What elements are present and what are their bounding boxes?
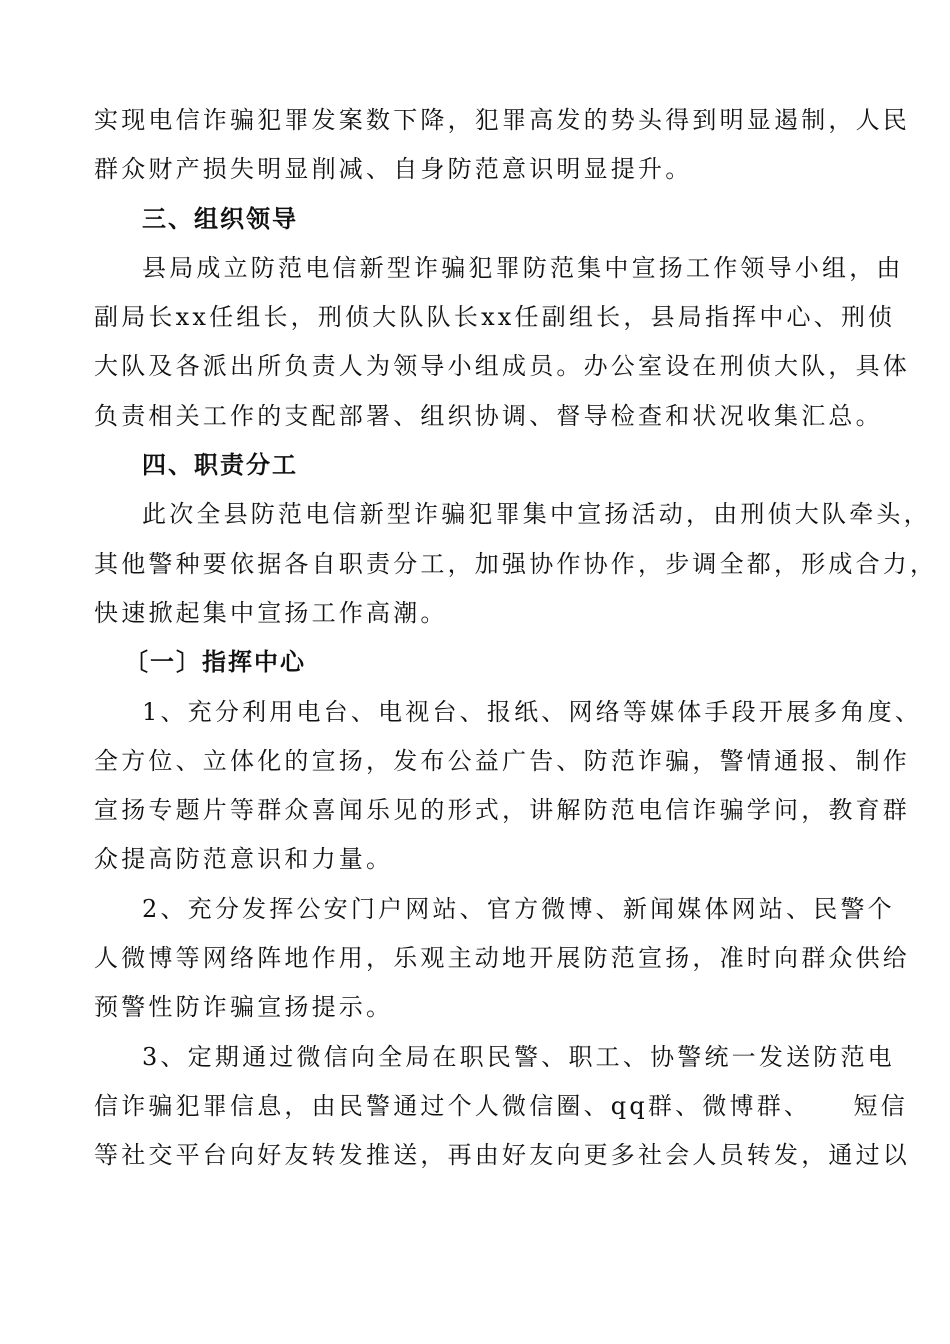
paragraph-line: 等社交平台向好友转发推送，再由好友向更多社会人员转发，通过以 [94,1141,910,1170]
paragraph-line: 大队及各派出所负责人为领导小组成员。办公室设在刑侦大队，具体 [94,352,910,381]
subsection-heading: 〔一〕指挥中心 [124,648,306,677]
paragraph-line: 实现电信诈骗犯罪发案数下降，犯罪高发的势头得到明显遏制，人民 [94,106,910,134]
document-page [94,96,938,1181]
paragraph-line: 全方位、立体化的宣扬，发布公益广告、防范诈骗，警情通报、制作 [94,746,910,775]
paragraph-line: 县局成立防范电信新型诈骗犯罪防范集中宣扬工作领导小组，由 [142,253,904,282]
paragraph-line: 宣扬专题片等群众喜闻乐见的形式，讲解防范电信诈骗学问，教育群 [94,796,910,825]
paragraph-line: 此次全县防范电信新型诈骗犯罪集中宣扬活动，由刑侦大队牵头， [142,500,931,529]
section-heading: 四、职责分工 [142,451,298,480]
paragraph-line: 负责相关工作的支配部署、组织协调、督导检查和状况收集汇总。 [94,401,883,430]
paragraph-line: 1、充分利用电台、电视台、报纸、网络等媒体手段开展多角度、 [142,697,923,726]
paragraph-line: 2、充分发挥公安门户网站、官方微博、新闻媒体网站、民警个 [142,894,895,923]
section-heading: 三、组织领导 [142,204,298,233]
paragraph-line: 3、定期通过微信向全局在职民警、职工、协警统一发送防范电 [142,1042,895,1071]
paragraph-line: 预警性防诈骗宣扬提示。 [94,993,394,1022]
paragraph-line: 众提高防范意识和力量。 [94,845,394,874]
paragraph-line: 群众财产损失明显削减、自身防范意识明显提升。 [94,155,693,184]
paragraph-line: 人微博等网络阵地作用，乐观主动地开展防范宣扬，准时向群众供给 [94,944,910,973]
paragraph-line: 其他警种要依据各自职责分工，加强协作协作，步调全都，形成合力， [94,549,938,578]
paragraph-line: 快速掀起集中宣扬工作高潮。 [94,598,448,627]
paragraph-line: 信诈骗犯罪信息，由民警通过个人微信圈、qq群、微博群、 短信 [94,1091,908,1120]
paragraph-line: 副局长xx任组长，刑侦大队队长xx任副组长，县局指挥中心、刑侦 [94,303,896,332]
